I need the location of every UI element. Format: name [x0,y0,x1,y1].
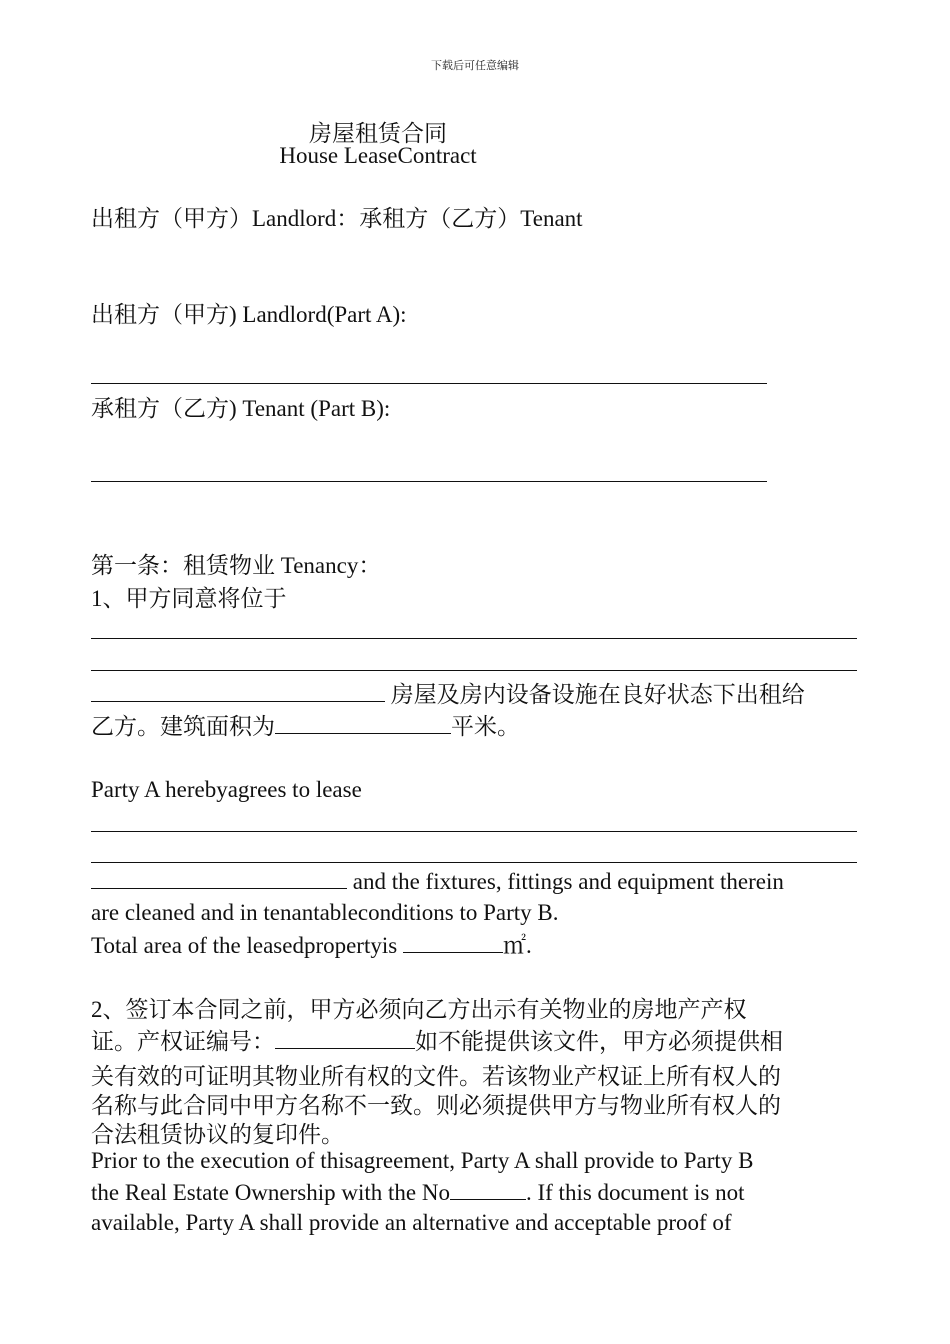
clause1-intro-en: Party A herebyagrees to lease [91,777,362,802]
address-blank-inline[interactable] [91,683,385,702]
clause1-en-line2: are cleaned and in tenantableconditions to Party B. [91,900,559,925]
tenant-blank-line[interactable] [91,481,767,482]
ownership-number-blank[interactable] [450,1181,526,1200]
clause2-cn-line4: 名称与此合同中甲方名称不一致。则必须提供甲方与物业所有权人的 [91,1093,781,1118]
clause2-cn-2a: 证。产权证编号： [91,1029,275,1054]
clause1-cn-line1 [91,682,805,708]
clause1-cn-line2 [91,714,520,740]
address-blank-line-en[interactable] [91,862,857,863]
clause1-en-area [91,933,532,959]
clause1-rest-cn-2a: 乙方。建筑面积为 [91,714,275,739]
address-blank-line-en[interactable] [91,831,857,832]
parties-line: 出租方（甲方）Landlord：承租方（乙方）Tenant [91,206,583,231]
area-label-en: Total area of the leasedpropertyis [91,933,403,958]
clause1-rest-en-1: and the fixtures, fittings and equipment therein [347,869,784,894]
clause1-intro-cn: 1、甲方同意将位于 [91,586,287,611]
clause1-en-line1 [91,869,784,895]
clause2-cn-line2 [91,1029,783,1055]
article1-heading: 第一条：租赁物业 Tenancy： [91,553,382,578]
header-note: 下载后可任意编辑 [431,60,519,72]
clause2-en-line3: available, Party A shall provide an alternative and acceptable proof of [91,1210,732,1235]
clause2-cn-line5: 合法租赁协议的复印件。 [91,1122,344,1147]
document-title-cn: 房屋租赁合同 [309,121,447,146]
certificate-number-blank[interactable] [275,1030,415,1049]
tenant-label: 承租方（乙方) Tenant (Part B): [91,396,391,421]
clause2-cn-2b: 如不能提供该文件，甲方必须提供相 [415,1029,783,1054]
clause2-en-line1: Prior to the execution of thisagreement, Party A shall provide to Party B [91,1148,754,1173]
area-unit: ㎡. [502,933,532,958]
landlord-blank-line[interactable] [91,383,767,384]
address-blank-line[interactable] [91,638,857,639]
address-blank-inline-en[interactable] [91,870,347,889]
clause1-rest-cn-2b: 平米。 [451,714,520,739]
clause2-cn-line1: 2、签订本合同之前，甲方必须向乙方出示有关物业的房地产产权 [91,997,747,1022]
clause2-en-line2 [91,1180,744,1206]
area-blank-en[interactable] [403,934,503,953]
clause1-rest-cn-1: 房屋及房内设备设施在良好状态下出租给 [390,682,805,707]
clause2-cn-line3: 关有效的可证明其物业所有权的文件。若该物业产权证上所有权人的 [91,1064,781,1089]
document-title-en: House LeaseContract [279,143,477,168]
address-blank-line[interactable] [91,670,857,671]
clause2-en-2a: the Real Estate Ownership with the No [91,1180,450,1205]
landlord-label: 出租方（甲方) Landlord(Part A): [91,302,407,327]
clause2-en-2b: . If this document is not [525,1180,745,1205]
area-blank[interactable] [275,715,451,734]
